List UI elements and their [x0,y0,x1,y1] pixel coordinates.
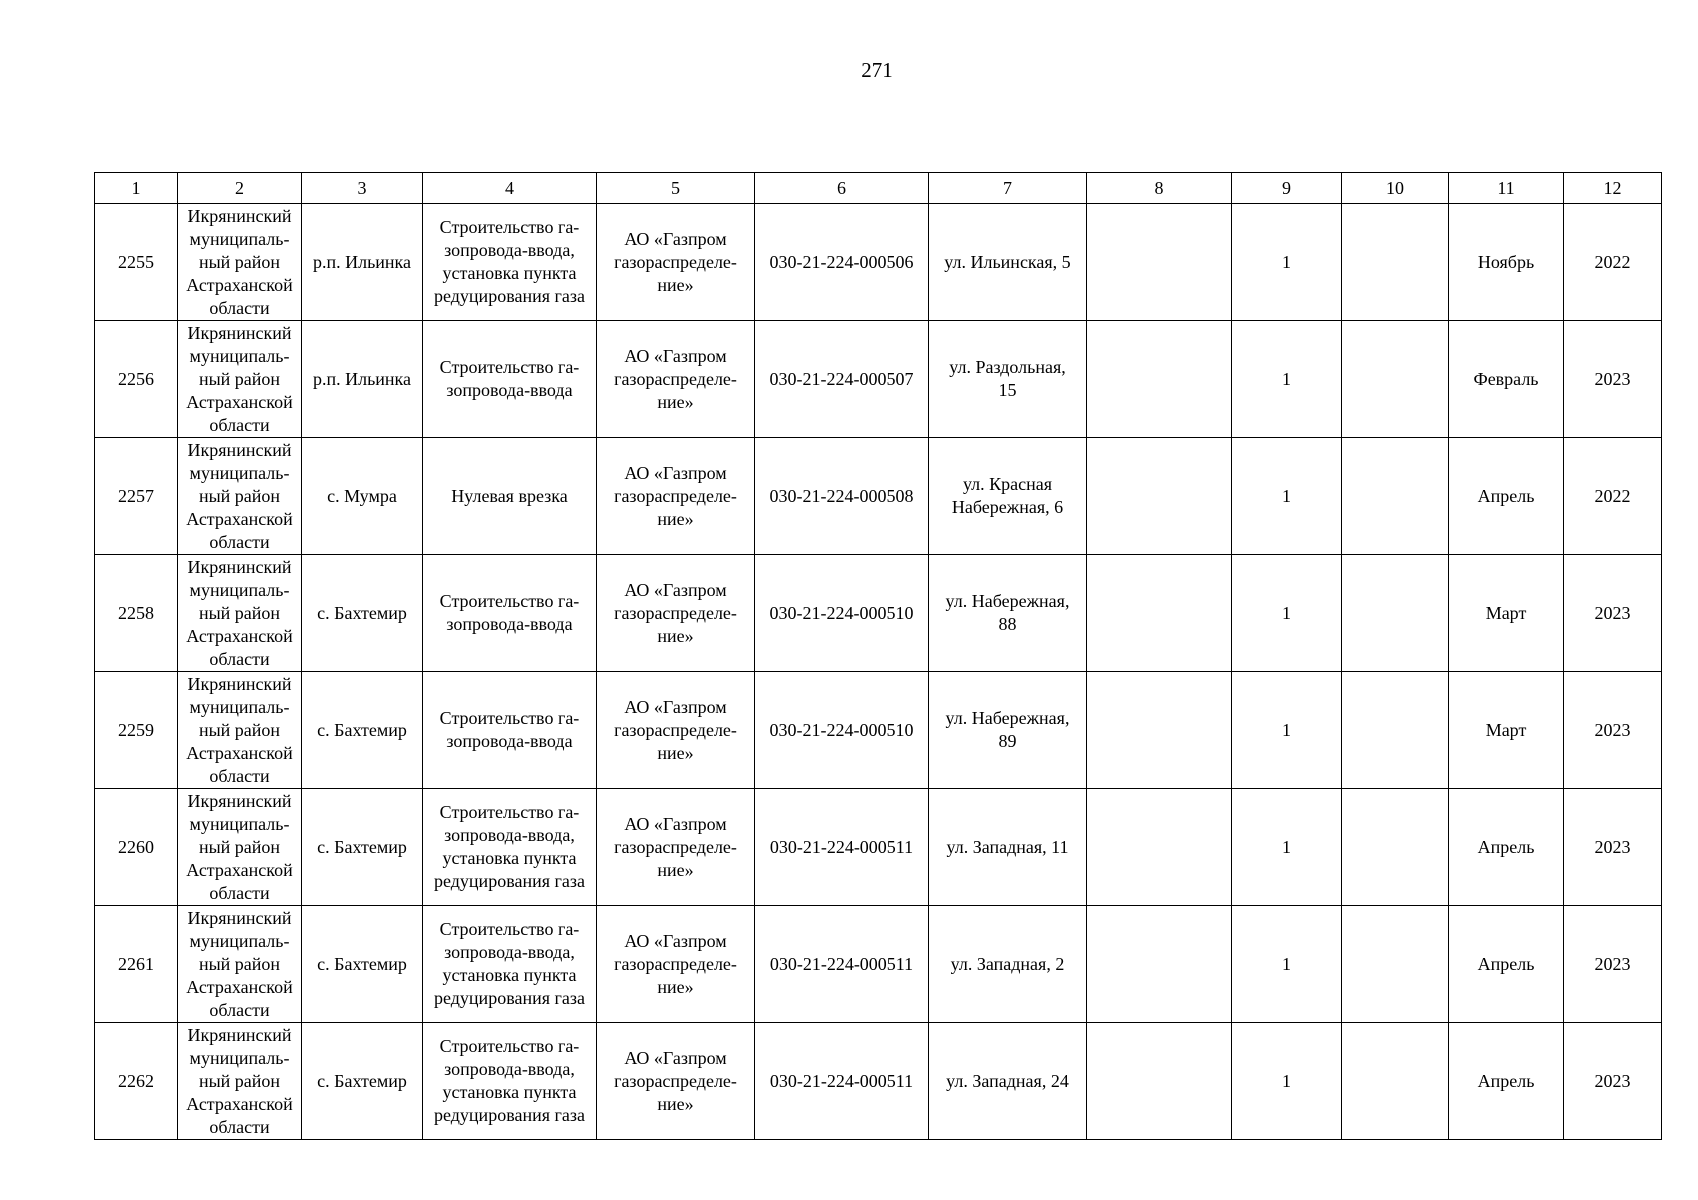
district-cell: Икрянинский муниципаль- ный район Астраханской области [178,555,302,672]
settlement-cell: р.п. Ильинка [302,204,423,321]
column-header: 10 [1342,173,1449,204]
code-cell: 030-21-224-000510 [755,555,929,672]
table-row [95,321,1662,438]
quantity-cell: 1 [1232,555,1342,672]
col8-cell [1087,1023,1232,1140]
district-cell: Икрянинский муниципаль- ный район Астраханской области [178,672,302,789]
organization-cell: АО «Газпром газораспределе- ние» [597,321,755,438]
code-cell: 030-21-224-000507 [755,321,929,438]
organization-cell: АО «Газпром газораспределе- ние» [597,789,755,906]
table-row [95,438,1662,555]
row-number-cell: 2257 [95,438,178,555]
column-header: 3 [302,173,423,204]
organization-cell: АО «Газпром газораспределе- ние» [597,1023,755,1140]
address-cell: ул. Набережная, 89 [929,672,1087,789]
col8-cell [1087,321,1232,438]
gas-connection-table [94,172,1662,1140]
code-cell: 030-21-224-000510 [755,672,929,789]
quantity-cell: 1 [1232,906,1342,1023]
address-cell: ул. Красная Набережная, 6 [929,438,1087,555]
month-cell: Апрель [1449,438,1564,555]
district-cell: Икрянинский муниципаль- ный район Астраханской области [178,906,302,1023]
table-row [95,1023,1662,1140]
district-cell: Икрянинский муниципаль- ный район Астраханской области [178,438,302,555]
work-type-cell: Строительство га- зопровода-ввода [423,555,597,672]
address-cell: ул. Раздольная, 15 [929,321,1087,438]
work-type-cell: Строительство га- зопровода-ввода, установка пункта редуцирования газа [423,1023,597,1140]
table-row [95,204,1662,321]
settlement-cell: с. Мумра [302,438,423,555]
row-number-cell: 2261 [95,906,178,1023]
col8-cell [1087,672,1232,789]
settlement-cell: р.п. Ильинка [302,321,423,438]
table-row [95,672,1662,789]
row-number-cell: 2262 [95,1023,178,1140]
column-header: 12 [1564,173,1662,204]
quantity-cell: 1 [1232,204,1342,321]
column-header: 5 [597,173,755,204]
column-header: 2 [178,173,302,204]
table-row [95,906,1662,1023]
work-type-cell: Строительство га- зопровода-ввода [423,321,597,438]
district-cell: Икрянинский муниципаль- ный район Астраханской области [178,204,302,321]
work-type-cell: Строительство га- зопровода-ввода, установка пункта редуцирования газа [423,789,597,906]
col10-cell [1342,906,1449,1023]
page-number: 271 [861,58,893,82]
code-cell: 030-21-224-000511 [755,1023,929,1140]
address-cell: ул. Западная, 24 [929,1023,1087,1140]
col8-cell [1087,906,1232,1023]
settlement-cell: с. Бахтемир [302,1023,423,1140]
year-cell: 2022 [1564,438,1662,555]
address-cell: ул. Ильинская, 5 [929,204,1087,321]
year-cell: 2023 [1564,555,1662,672]
row-number-cell: 2260 [95,789,178,906]
code-cell: 030-21-224-000511 [755,906,929,1023]
col10-cell [1342,555,1449,672]
work-type-cell: Строительство га- зопровода-ввода [423,672,597,789]
quantity-cell: 1 [1232,321,1342,438]
col10-cell [1342,438,1449,555]
work-type-cell: Строительство га- зопровода-ввода, установка пункта редуцирования газа [423,906,597,1023]
work-type-cell: Строительство га- зопровода-ввода, установка пункта редуцирования газа [423,204,597,321]
column-header: 8 [1087,173,1232,204]
column-header: 9 [1232,173,1342,204]
column-header: 6 [755,173,929,204]
table-row [95,555,1662,672]
col10-cell [1342,1023,1449,1140]
address-cell: ул. Западная, 11 [929,789,1087,906]
settlement-cell: с. Бахтемир [302,555,423,672]
row-number-cell: 2258 [95,555,178,672]
year-cell: 2023 [1564,906,1662,1023]
work-type-cell: Нулевая врезка [423,438,597,555]
col10-cell [1342,672,1449,789]
col8-cell [1087,555,1232,672]
organization-cell: АО «Газпром газораспределе- ние» [597,555,755,672]
organization-cell: АО «Газпром газораспределе- ние» [597,906,755,1023]
column-header: 1 [95,173,178,204]
organization-cell: АО «Газпром газораспределе- ние» [597,672,755,789]
row-number-cell: 2255 [95,204,178,321]
month-cell: Апрель [1449,1023,1564,1140]
code-cell: 030-21-224-000511 [755,789,929,906]
settlement-cell: с. Бахтемир [302,789,423,906]
district-cell: Икрянинский муниципаль- ный район Астраханской области [178,1023,302,1140]
quantity-cell: 1 [1232,1023,1342,1140]
year-cell: 2023 [1564,672,1662,789]
year-cell: 2023 [1564,789,1662,906]
district-cell: Икрянинский муниципаль- ный район Астраханской области [178,789,302,906]
organization-cell: АО «Газпром газораспределе- ние» [597,204,755,321]
month-cell: Март [1449,672,1564,789]
district-cell: Икрянинский муниципаль- ный район Астраханской области [178,321,302,438]
row-number-cell: 2256 [95,321,178,438]
settlement-cell: с. Бахтемир [302,906,423,1023]
code-cell: 030-21-224-000508 [755,438,929,555]
quantity-cell: 1 [1232,789,1342,906]
column-header: 7 [929,173,1087,204]
address-cell: ул. Набережная, 88 [929,555,1087,672]
col8-cell [1087,204,1232,321]
col8-cell [1087,438,1232,555]
col10-cell [1342,204,1449,321]
column-header: 11 [1449,173,1564,204]
month-cell: Март [1449,555,1564,672]
row-number-cell: 2259 [95,672,178,789]
month-cell: Апрель [1449,906,1564,1023]
code-cell: 030-21-224-000506 [755,204,929,321]
month-cell: Апрель [1449,789,1564,906]
year-cell: 2023 [1564,321,1662,438]
col8-cell [1087,789,1232,906]
address-cell: ул. Западная, 2 [929,906,1087,1023]
quantity-cell: 1 [1232,672,1342,789]
table-row [95,789,1662,906]
column-number-row [95,173,1662,204]
col10-cell [1342,789,1449,906]
month-cell: Ноябрь [1449,204,1564,321]
settlement-cell: с. Бахтемир [302,672,423,789]
month-cell: Февраль [1449,321,1564,438]
column-header: 4 [423,173,597,204]
organization-cell: АО «Газпром газораспределе- ние» [597,438,755,555]
year-cell: 2023 [1564,1023,1662,1140]
col10-cell [1342,321,1449,438]
year-cell: 2022 [1564,204,1662,321]
quantity-cell: 1 [1232,438,1342,555]
